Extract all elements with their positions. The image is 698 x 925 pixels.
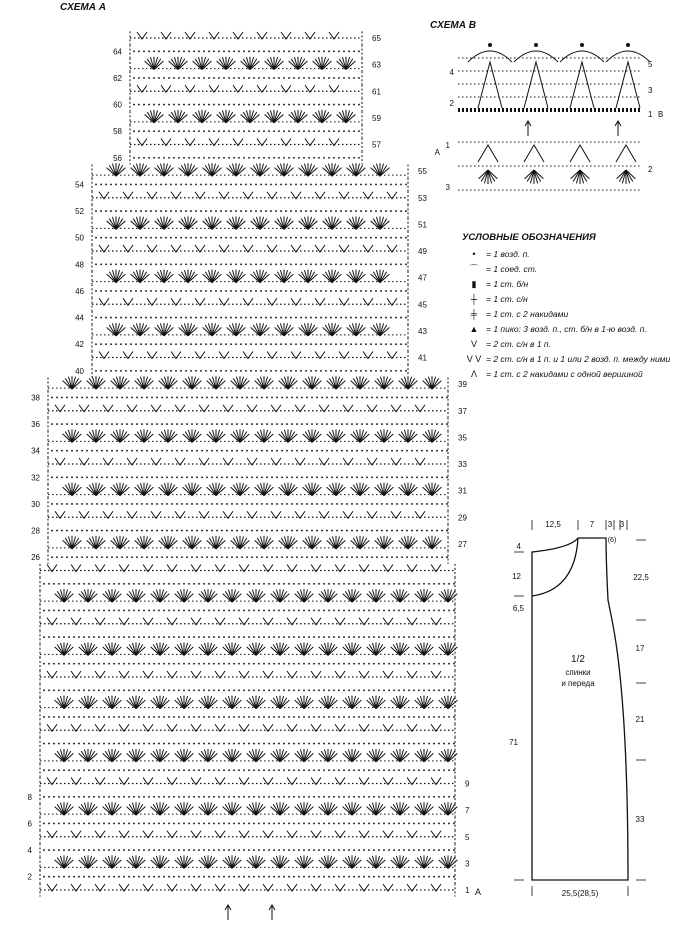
row-number-right: 9 (465, 779, 470, 789)
chart-row (40, 724, 455, 737)
legend-item-text: = 2 ст. с/н в 1 п. (486, 339, 551, 349)
row-number-right: 5 (465, 832, 470, 842)
row-number-right: 59 (372, 113, 381, 123)
top-width-4: 3 (619, 520, 625, 529)
row-number-left: 62 (113, 73, 122, 83)
row-number-left: 32 (31, 473, 40, 483)
row-number-left: 58 (113, 127, 122, 137)
chart-row (40, 883, 455, 896)
chart-row (130, 71, 362, 84)
chart-row (40, 670, 455, 683)
schema-b-marker-b: B (658, 110, 664, 119)
center-label: 1/2 (571, 654, 585, 665)
direction-arrow-icon (525, 121, 531, 136)
schema-b-low-row-2: 2 (648, 165, 653, 174)
chart-row (92, 284, 408, 297)
top-width-1: 12,5 (545, 520, 561, 529)
chart-row (48, 471, 448, 484)
chart-row (130, 151, 362, 164)
legend-item (462, 294, 692, 304)
row-number-left: 60 (113, 100, 122, 110)
chart-row (130, 31, 362, 44)
row-number-right: 33 (458, 460, 467, 469)
chart-row (40, 855, 457, 870)
row-number-left: 44 (75, 313, 84, 323)
chart-row (48, 524, 448, 537)
legend-item-text: = 1 ст. б/н (486, 279, 529, 289)
chart-row (48, 391, 448, 404)
chart-row (40, 630, 455, 643)
chart-row (40, 710, 455, 723)
legend-item (462, 369, 692, 379)
row-number-right: 37 (458, 406, 467, 416)
neckline (532, 538, 578, 596)
direction-arrow-icon (225, 905, 231, 920)
schema-b-title: СХЕМА В (430, 20, 476, 31)
legend-item (462, 264, 692, 274)
legend-item (462, 339, 692, 349)
row-number-left: 52 (75, 207, 84, 217)
shoulder-drop: 6,5 (512, 604, 524, 613)
row-number-left: 40 (75, 366, 84, 376)
row-number-right: 49 (418, 247, 427, 256)
schema-b-row-2: 2 (449, 99, 454, 108)
segment-2: 21 (635, 715, 645, 724)
legend-item-text: = 1 ст. с 2 накидами с одной вершиной (486, 369, 643, 379)
row-number-left: 56 (113, 153, 122, 163)
segment-3: 33 (635, 815, 645, 824)
row-number-right: 55 (418, 167, 427, 177)
legend-item-text: = 2 ст. с/н в 1 п. и 1 или 2 возд. п. между ними (486, 354, 671, 364)
chart-row (40, 657, 455, 670)
chart-row (40, 777, 455, 790)
chart-row (40, 749, 457, 764)
row-number-right: 1 (465, 886, 470, 895)
chart-row (130, 125, 362, 138)
chart-row (48, 511, 448, 524)
chart-row (40, 642, 457, 657)
row-number-left: 8 (27, 792, 32, 802)
shoulder-note: (6) (607, 537, 617, 544)
legend-item-text: = 1 ст. с/н (486, 294, 528, 304)
bar-icon: ▮ (471, 279, 477, 289)
row-number-right: 61 (372, 87, 381, 97)
chart-row (48, 457, 448, 470)
chart-row (92, 338, 408, 351)
chart-row (40, 604, 455, 617)
chart-row (92, 178, 408, 191)
chart-row (92, 216, 408, 231)
row-number-right: 63 (372, 60, 381, 70)
chart-row (40, 790, 455, 803)
chart-row (48, 483, 448, 498)
chart-row (92, 191, 408, 204)
legend-item-text: = 1 соед. ст. (486, 264, 538, 274)
chart-row (92, 258, 408, 271)
chart-row (40, 843, 455, 856)
row-number-left: 42 (75, 340, 84, 350)
chart-row (40, 802, 457, 817)
row-number-right: 43 (418, 326, 427, 336)
chart-row (48, 536, 448, 551)
dot-icon: • (472, 249, 476, 259)
chart-row (40, 684, 455, 697)
row-number-right: 51 (418, 220, 427, 230)
chart-row (92, 231, 408, 244)
chart-row (40, 737, 455, 750)
schema-b-low-row-1: 1 (445, 141, 450, 150)
row-number-right: 65 (372, 34, 381, 43)
schema-b-row-4: 4 (449, 68, 454, 77)
start-marker-a: A (475, 887, 482, 897)
chart-row (40, 817, 455, 830)
chart-row (92, 244, 408, 257)
cluster-icon: Λ (470, 369, 477, 379)
row-number-left: 6 (27, 819, 32, 829)
schema-b-row-5: 5 (648, 60, 653, 69)
chart-row (130, 98, 362, 111)
chart-row (48, 417, 448, 430)
row-number-right: 47 (418, 273, 427, 283)
center-label: спинки (565, 668, 591, 677)
row-number-right: 57 (372, 140, 381, 150)
chart-row (92, 364, 408, 377)
legend-title: УСЛОВНЫЕ ОБОЗНАЧЕНИЯ (462, 232, 596, 243)
chart-row (48, 444, 448, 457)
row-number-left: 4 (27, 846, 32, 856)
row-number-right: 7 (465, 806, 470, 816)
cross-stick-icon: ┼ (470, 294, 478, 304)
legend (462, 232, 692, 384)
chart-row (48, 551, 448, 564)
schema-a-chart (40, 31, 457, 896)
center-label: и переда (561, 679, 595, 688)
row-number-left: 30 (31, 499, 40, 509)
chart-row (40, 589, 457, 604)
chart-row (130, 57, 362, 72)
row-number-left: 48 (75, 260, 84, 270)
chart-row (40, 764, 455, 777)
schema-a-title: СХЕМА А (60, 2, 106, 13)
row-number-right: 45 (418, 300, 427, 310)
armhole-height: 22,5 (633, 573, 649, 582)
direction-arrow-icon (615, 121, 621, 136)
schema-b-chart (458, 43, 650, 190)
row-number-right: 27 (458, 539, 467, 549)
top-side-mark: 4 (516, 542, 521, 551)
chart-row (92, 204, 408, 217)
chart-row (92, 323, 408, 338)
row-number-right: 35 (458, 433, 467, 443)
legend-item (462, 279, 692, 289)
schema-b-row-1: 1 (648, 110, 653, 119)
row-number-right: 41 (418, 353, 427, 363)
chart-row (48, 497, 448, 510)
chart-row (40, 830, 455, 843)
row-number-left: 34 (31, 446, 40, 456)
chart-row (40, 870, 455, 883)
row-number-left: 38 (31, 393, 40, 403)
picot-icon: ▲ (469, 324, 479, 334)
chart-row (130, 85, 362, 98)
chart-row (40, 696, 457, 711)
row-number-left: 46 (75, 286, 84, 296)
legend-item-text: = 1 возд. п. (486, 249, 530, 259)
legend-item (462, 324, 692, 334)
row-number-left: 36 (31, 420, 40, 430)
garment-pattern (514, 520, 646, 896)
chart-row (92, 298, 408, 311)
row-number-right: 31 (458, 486, 467, 496)
pattern-outline (532, 538, 628, 880)
row-number-right: 3 (465, 859, 470, 869)
chart-row (48, 404, 448, 417)
chart-row (92, 351, 408, 364)
chart-row (40, 617, 455, 630)
schema-b-row-3: 3 (648, 86, 653, 95)
top-width-2: 7 (589, 520, 595, 529)
chart-row (40, 564, 455, 577)
arc-icon: ⌒ (469, 264, 479, 274)
schema-b-low-row-3: 3 (445, 183, 450, 192)
segment-1: 17 (635, 644, 645, 653)
chart-row (40, 577, 455, 590)
schema-b-marker-a: A (434, 148, 440, 157)
row-number-left: 54 (75, 180, 84, 190)
chart-row (92, 311, 408, 324)
chart-row (48, 429, 448, 444)
legend-item-text: = 1 пико: 3 возд. п., ст. б/н в 1-ю возд. п. (486, 324, 647, 334)
chart-row (130, 45, 362, 58)
chart-row (48, 376, 448, 391)
chart-row (130, 138, 362, 151)
chart-row (92, 163, 408, 178)
chart-row (130, 110, 362, 125)
row-number-right: 29 (458, 513, 467, 523)
v-stitch-icon: V (470, 339, 477, 349)
row-number-left: 26 (31, 553, 40, 563)
row-number-right: 39 (458, 380, 467, 390)
double-cross-stick-icon: ╪ (470, 309, 478, 319)
row-number-left: 28 (31, 526, 40, 536)
double-v-stitch-icon: V V (466, 354, 482, 364)
legend-item (462, 249, 692, 259)
row-number-left: 2 (27, 872, 32, 882)
full-length: 71 (509, 738, 518, 747)
row-number-left: 64 (113, 47, 122, 57)
bottom-width: 25,5(28,5) (561, 889, 599, 898)
direction-arrow-icon (269, 905, 275, 920)
chart-row (92, 270, 408, 285)
top-width-3: 3 (607, 520, 613, 529)
neck-depth: 12 (512, 572, 521, 581)
row-number-left: 50 (75, 233, 84, 243)
legend-item-text: = 1 ст. с 2 накидами (486, 309, 569, 319)
row-number-right: 53 (418, 193, 427, 203)
legend-item (462, 354, 692, 364)
legend-item (462, 309, 692, 319)
